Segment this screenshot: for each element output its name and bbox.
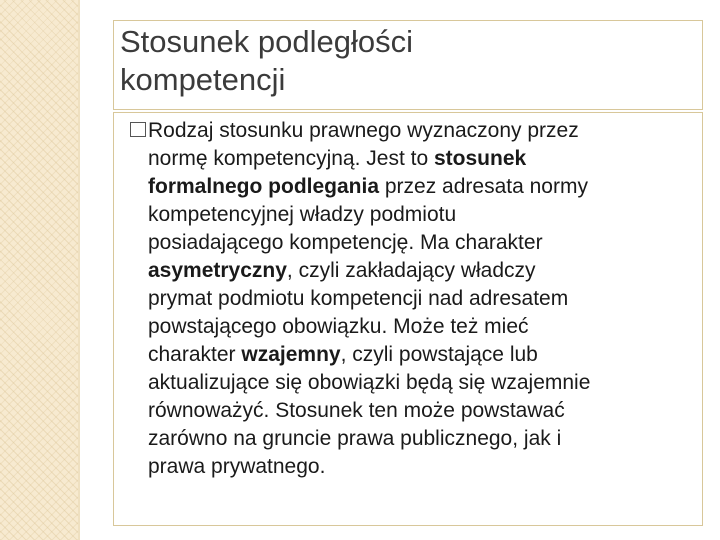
body-paragraph [148,117,708,481]
text-run: charakter [148,343,242,366]
slide-title [120,23,680,99]
text-run: normę kompetencyjną. Jest to [148,147,434,170]
text-run: , czyli powstające lub [340,343,538,366]
paragraph-line [148,397,708,425]
paragraph-line [148,285,708,313]
bold-term: asymetryczny [148,259,287,282]
paragraph-line [148,173,708,201]
slide-title-line-1: Stosunek podległości [120,24,413,59]
bold-term: stosunek [433,147,527,170]
text-run: prawa prywatnego. [148,455,326,478]
paragraph-line [148,145,708,173]
text-run: aktualizujące się obowiązki będą się wzajemnie [148,371,591,394]
text-run: zarówno na gruncie prawa publicznego, jak i [148,427,562,450]
paragraph-line [148,229,708,257]
paragraph-line [148,425,708,453]
slide-title-line-2: kompetencji [120,62,286,97]
text-run: kompetencyjnej władzy podmiotu [148,203,457,226]
square-bullet-icon [130,122,146,137]
text-run: powstającego obowiązku. Może też mieć [148,315,529,338]
text-run: równoważyć. Stosunek ten może powstawać [148,399,565,422]
text-run: , czyli zakładający władczy [286,259,536,282]
text-run: prymat podmiotu kompetencji nad adresatem [148,287,569,310]
bold-term: wzajemny [241,343,341,366]
text-run: posiadającego kompetencję. Ma charakter [148,231,543,254]
text-run: przez adresata normy [379,175,588,198]
text-run: Rodzaj stosunku prawnego wyznaczony przez [148,119,579,142]
paragraph-line [148,313,708,341]
paragraph-line [148,369,708,397]
paragraph-line [148,117,708,145]
paragraph-line [148,257,708,285]
side-band-edge [78,0,80,540]
decorative-side-band [0,0,78,540]
paragraph-line [148,341,708,369]
paragraph-line [148,453,708,481]
paragraph-line [148,201,708,229]
bold-term: formalnego podlegania [148,175,380,198]
